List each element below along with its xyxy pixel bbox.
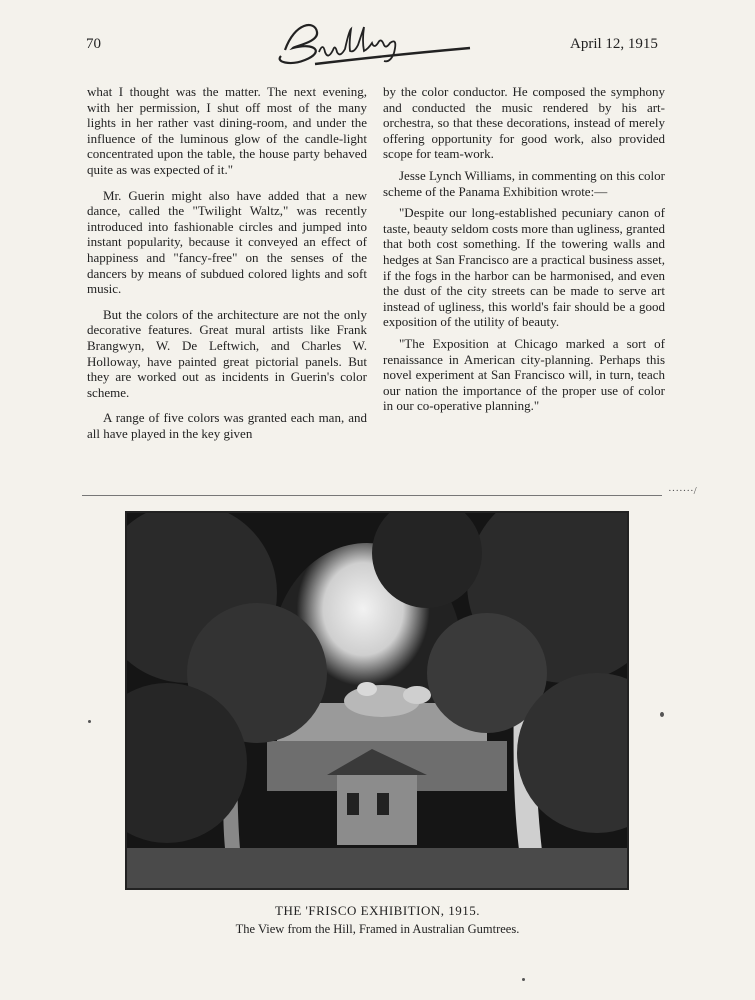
paragraph: A range of five colors was granted each man, and all have played in the key given [87, 410, 367, 441]
paragraph: by the color conductor. He composed the symphony and conducted the music rendered by his art-orchestra, so that these decorations, instead of merely offering opportunity for good work, also provided scope for team-work. [383, 84, 665, 162]
photo-caption-subtitle: The View from the Hill, Framed in Australian Gumtrees. [235, 922, 520, 936]
issue-date: April 12, 1915 [570, 36, 658, 52]
paragraph: Jesse Lynch Williams, in commenting on this color scheme of the Panama Exhibition wrote:— [383, 167, 665, 199]
scan-speck [88, 720, 91, 723]
scan-speck [522, 978, 525, 981]
left-column [87, 84, 367, 451]
page-number: 70 [86, 36, 101, 52]
paragraph: Mr. Guerin might also have added that a new dance, called the "Twilight Waltz," was recently introduced into fashionable circles and jumped into instant popularity, because it conveyed an effect of happiness and "fancy-free" on the senses of the dancers by means of subdued colored lights and soft music. [87, 187, 367, 297]
column-divider-rule [82, 495, 662, 496]
paragraph: But the colors of the architecture are not the only decorative features. Great mural artists like Frank Brangwyn, W. De Leftwich, and Charles W. Holloway, have painted great pictorial panels. But they are worked out as incidents in Guerin's color scheme. [87, 306, 367, 400]
exhibition-photograph [125, 511, 629, 890]
photo-caption-title: THE 'FRISCO EXHIBITION, 1915. [275, 903, 480, 918]
paragraph: "Despite our long-established pecuniary canon of taste, beauty seldom costs more than ugliness, granted that both cost something. If the towering walls and hedges at San Francisco are a practical business asset, if the fogs in the harbor can be harmonised, and even the dust of the city streets can be made to serve art instead of ugliness, this world's fair should be a good exposition of the utility of beauty. [383, 205, 665, 330]
paragraph: what I thought was the matter. The next evening, with her permission, I shut off most of the many lights in her rather vast dining-room, and under the influence of the luminous glow of the candle-light concentrated upon the table, the house party behaved quite as was expected of it." [87, 84, 367, 177]
photo-illustration [127, 513, 627, 888]
ink-mark: ·······/ [668, 485, 697, 497]
right-column [383, 84, 665, 420]
masthead-logo [255, 12, 485, 72]
scan-speck [660, 712, 664, 717]
paragraph: "The Exposition at Chicago marked a sort of renaissance in American city-planning. Perhaps this novel experiment at San Francisco will, in turn, teach our nation the importance of the proper use of color in our co-operative planning." [383, 335, 665, 414]
